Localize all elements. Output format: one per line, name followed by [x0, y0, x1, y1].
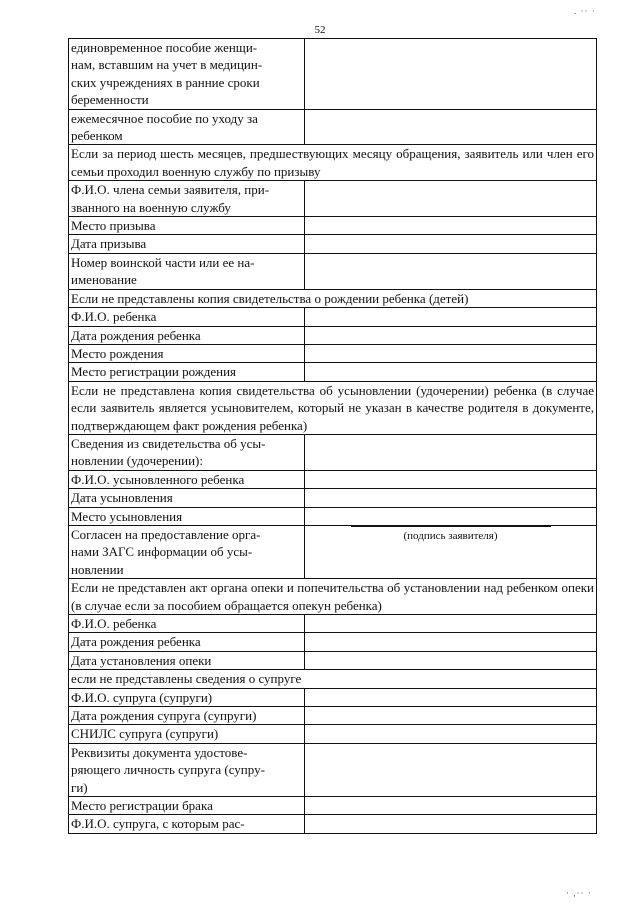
field-label: Место регистрации рождения [69, 363, 305, 381]
application-form-table [68, 38, 597, 834]
form-row [69, 253, 597, 289]
form-row [69, 470, 597, 488]
signature-line [351, 526, 551, 527]
form-row [69, 651, 597, 669]
form-row [69, 615, 597, 633]
field-value[interactable] [305, 743, 597, 796]
form-row [69, 434, 597, 470]
signature-field[interactable] [305, 525, 597, 578]
field-value[interactable] [305, 633, 597, 651]
field-label: Сведения из свидетельства об усы- новлении (удочерении): [69, 434, 305, 470]
field-value[interactable] [305, 688, 597, 706]
field-value[interactable] [305, 815, 597, 833]
field-value[interactable] [305, 615, 597, 633]
section-row [69, 579, 597, 615]
form-row [69, 743, 597, 796]
field-label: Место рождения [69, 344, 305, 362]
field-value[interactable] [305, 235, 597, 253]
field-label: Ф.И.О. члена семьи заявителя, при- званного на военную службу [69, 181, 305, 217]
field-value[interactable] [305, 489, 597, 507]
field-label: Ф.И.О. ребенка [69, 615, 305, 633]
field-label: единовременное пособие женщи- нам, вставшим на учет в медицин- ских учреждениях в ранние сроки беременности [69, 39, 305, 110]
field-label: Реквизиты документа удостове- ряющего личность супруга (супру- ги) [69, 743, 305, 796]
field-value[interactable] [305, 651, 597, 669]
form-row [69, 308, 597, 326]
field-label: Ф.И.О. супруга, с которым рас- [69, 815, 305, 833]
form-row [69, 815, 597, 833]
field-value[interactable] [305, 434, 597, 470]
field-label: Номер воинской части или ее на- именование [69, 253, 305, 289]
section-row [69, 289, 597, 307]
form-row [69, 344, 597, 362]
form-row [69, 725, 597, 743]
field-value[interactable] [305, 326, 597, 344]
section-row [69, 381, 597, 434]
form-row [69, 363, 597, 381]
field-label: Ф.И.О. ребенка [69, 308, 305, 326]
field-value[interactable] [305, 39, 597, 110]
section-heading: если не представлены сведения о супруге [69, 670, 597, 688]
field-label: Согласен на предоставление орга- нами ЗАГС информации об усы- новлении [69, 525, 305, 578]
form-row [69, 707, 597, 725]
field-value[interactable] [305, 707, 597, 725]
field-value[interactable] [305, 253, 597, 289]
field-label: Место регистрации брака [69, 797, 305, 815]
field-label: Место усыновления [69, 507, 305, 525]
field-value[interactable] [305, 109, 597, 145]
field-label: Дата призыва [69, 235, 305, 253]
field-label: Дата усыновления [69, 489, 305, 507]
field-label: СНИЛС супруга (супруги) [69, 725, 305, 743]
form-row [69, 797, 597, 815]
form-row [69, 235, 597, 253]
scan-mark: · ,·· · [566, 888, 592, 898]
field-value[interactable] [305, 797, 597, 815]
field-label: Дата рождения супруга (супруги) [69, 707, 305, 725]
section-heading: Если за период шесть месяцев, предшествующих месяцу обращения, заявитель или член его семьи проходил военную службу по призыву [69, 145, 597, 181]
field-value[interactable] [305, 308, 597, 326]
page-number: 52 [314, 24, 326, 36]
section-heading: Если не представлен акт органа опеки и попечительства об установлении над ребенком опеки (в случае если за пособием обращается опекун ребенка) [69, 579, 597, 615]
form-row [69, 109, 597, 145]
field-label: Дата рождения ребенка [69, 326, 305, 344]
section-heading: Если не представлена копия свидетельства об усыновлении (удочерении) ребенка (в случае если заявитель является усыновителем, который не указан в качестве родителя в документе, подтверждающем факт рождения ребенка) [69, 381, 597, 434]
field-label: Дата установления опеки [69, 651, 305, 669]
field-label: ежемесячное пособие по уходу за ребенком [69, 109, 305, 145]
field-value[interactable] [305, 470, 597, 488]
form-row [69, 525, 597, 578]
field-value[interactable] [305, 181, 597, 217]
section-row [69, 670, 597, 688]
section-heading: Если не представлены копия свидетельства о рождении ребенка (детей) [69, 289, 597, 307]
form-row [69, 326, 597, 344]
field-label: Место призыва [69, 217, 305, 235]
section-row [69, 145, 597, 181]
field-value[interactable] [305, 217, 597, 235]
scan-mark: . ·· · [574, 6, 596, 16]
field-value[interactable] [305, 363, 597, 381]
form-row [69, 39, 597, 110]
form-row [69, 489, 597, 507]
field-value[interactable] [305, 507, 597, 525]
field-label: Дата рождения ребенка [69, 633, 305, 651]
field-value[interactable] [305, 725, 597, 743]
signature-caption: (подпись заявителя) [403, 529, 498, 542]
field-label: Ф.И.О. супруга (супруги) [69, 688, 305, 706]
form-row [69, 688, 597, 706]
form-row [69, 507, 597, 525]
field-value[interactable] [305, 344, 597, 362]
form-row [69, 181, 597, 217]
field-label: Ф.И.О. усыновленного ребенка [69, 470, 305, 488]
form-row [69, 633, 597, 651]
form-row [69, 217, 597, 235]
